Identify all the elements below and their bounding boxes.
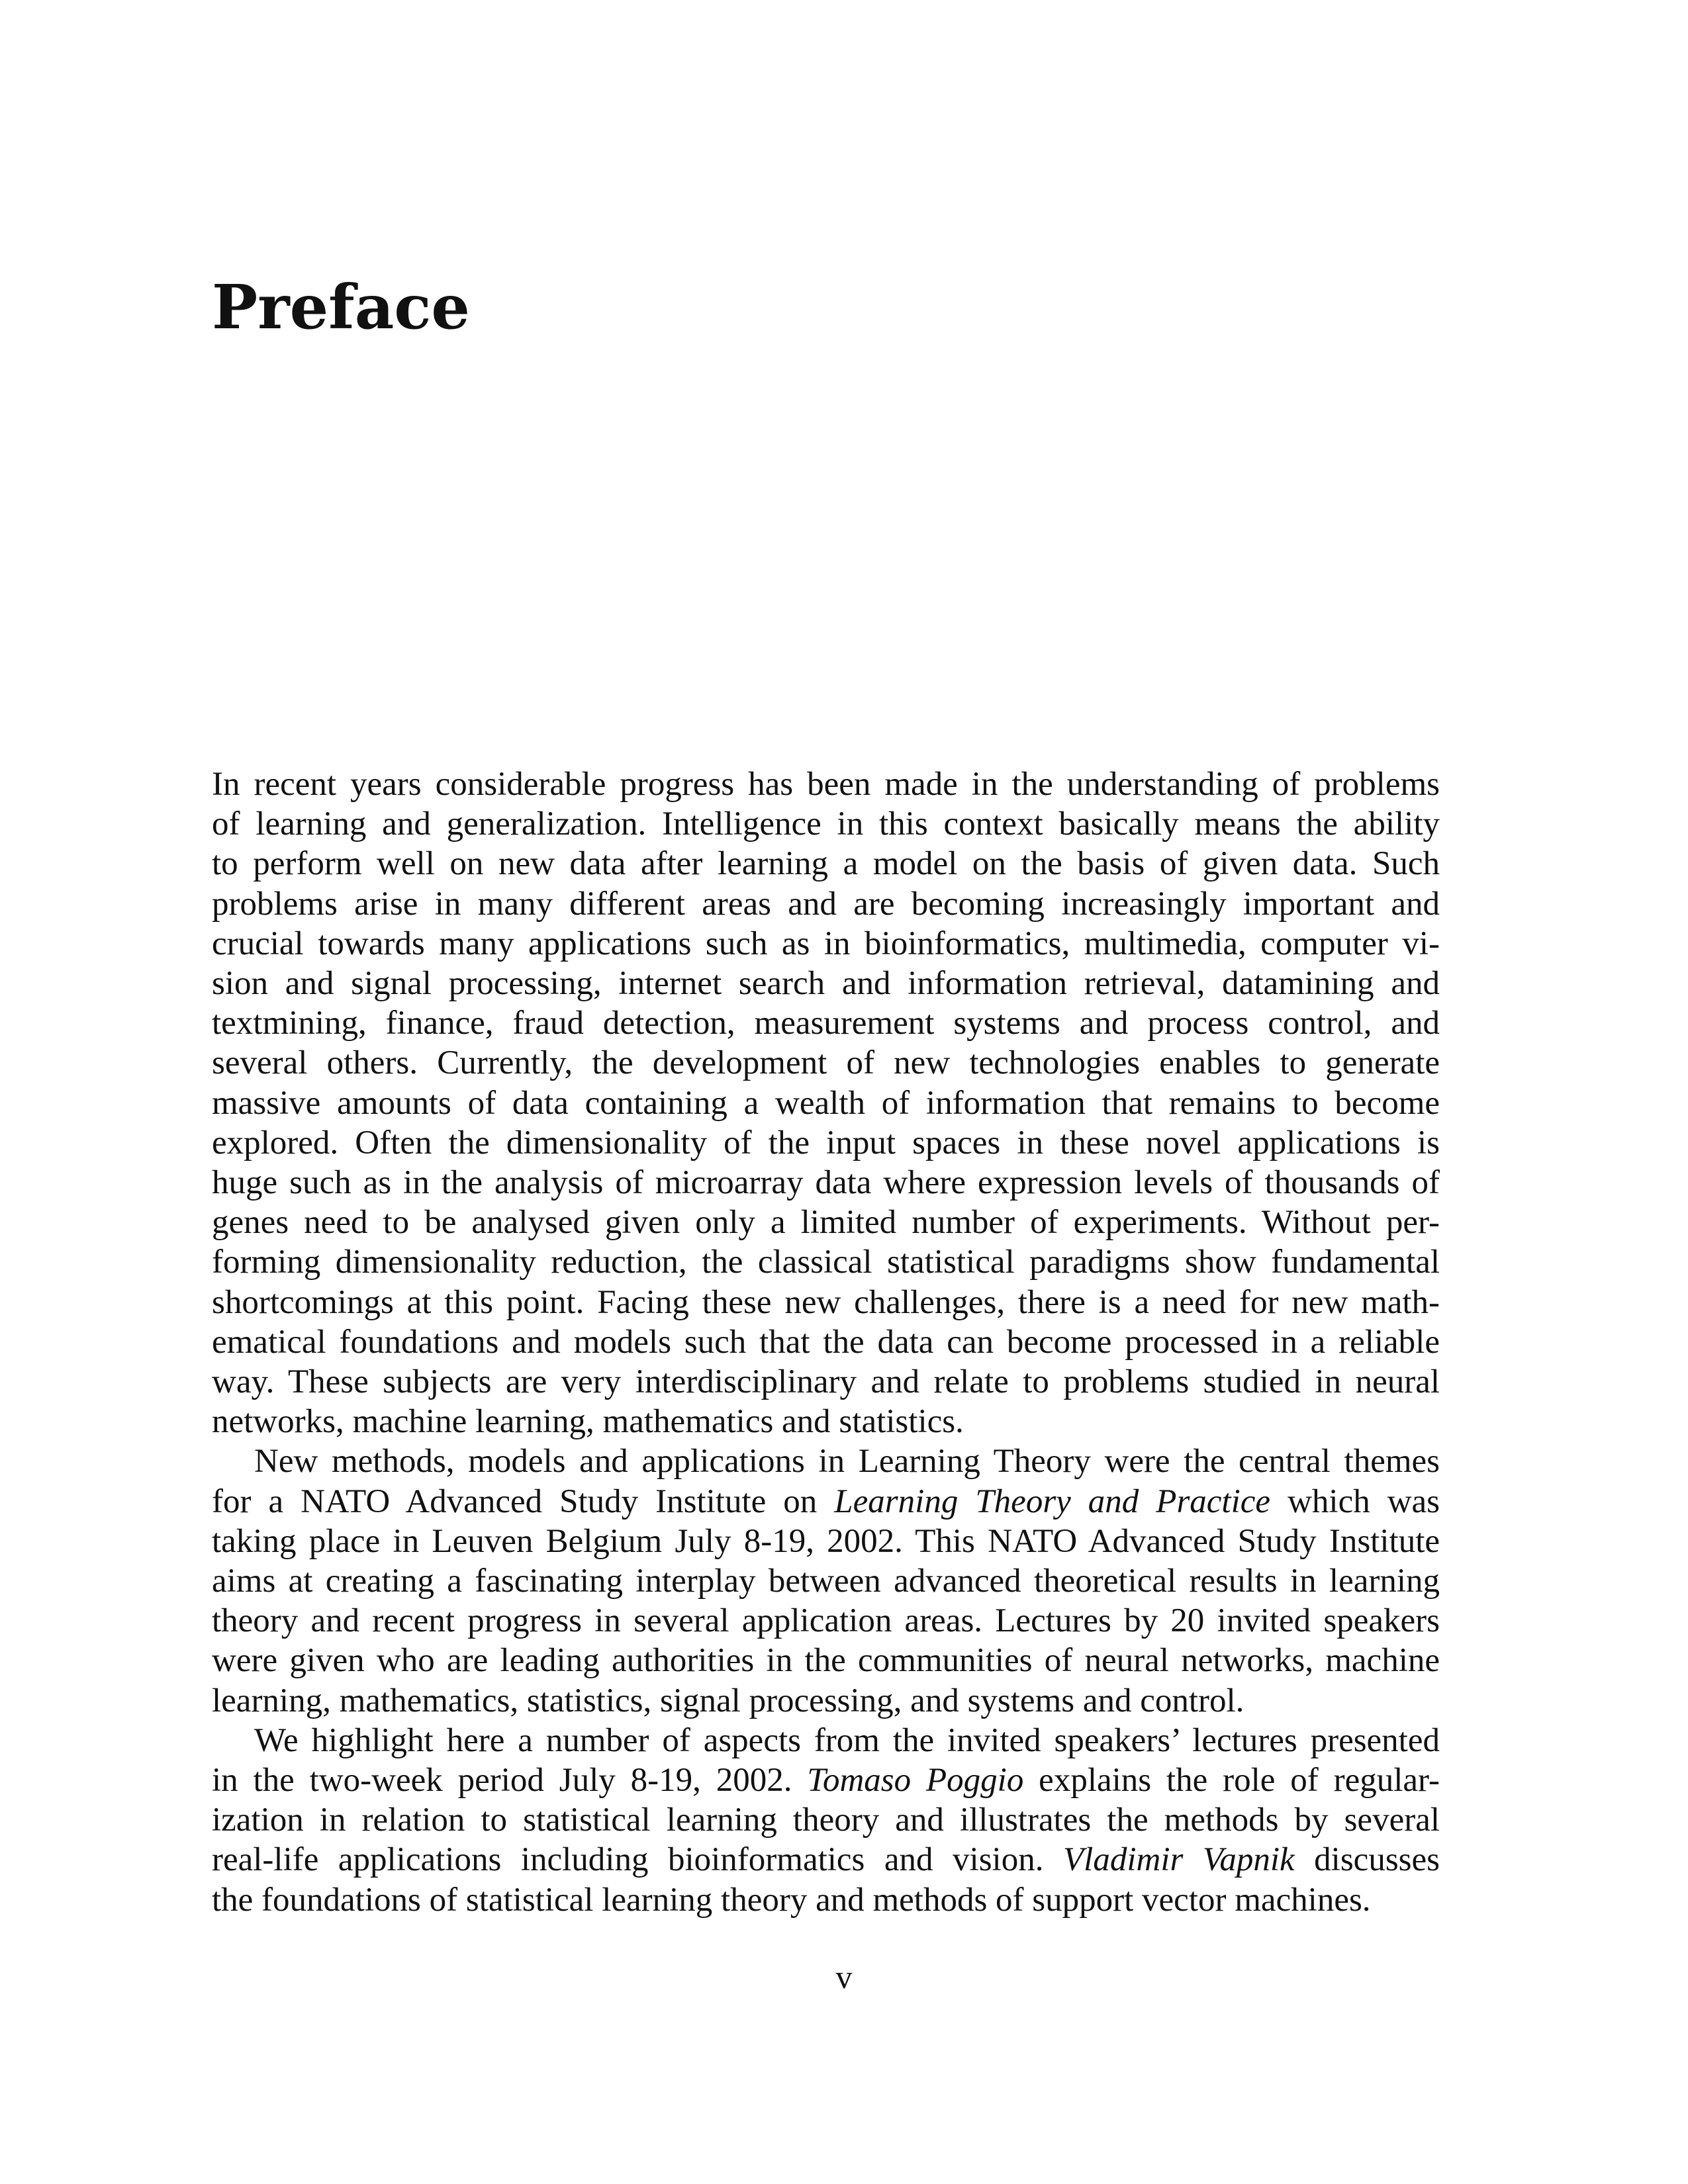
italic-name: Vladimir Vapnik [1063, 1841, 1295, 1879]
text-line: were given who are leading authorities in the communities of neural networks, machine [212, 1642, 1440, 1680]
text-line: genes need to be analysed given only a limited number of experiments. Without per- [212, 1204, 1440, 1242]
text-span: explains the role of regular- [1023, 1762, 1440, 1799]
text-line: theory and recent progress in several application areas. Lectures by 20 invited speakers [212, 1602, 1440, 1640]
text-line: shortcomings at this point. Facing these new challenges, there is a need for new math- [212, 1283, 1440, 1321]
page-number: v [835, 1958, 853, 1995]
text-line: textmining, finance, fraud detection, measurement systems and process control, and [212, 1005, 1440, 1042]
text-line: aims at creating a fascinating interplay between advanced theoretical results in learning [212, 1563, 1440, 1600]
text-line: We highlight here a number of aspects from the invited speakers’ lectures presented [254, 1721, 1440, 1759]
text-line: networks, machine learning, mathematics and statistics. [212, 1403, 964, 1441]
text-span: in the two-week period July 8-19, 2002. [212, 1762, 808, 1799]
preface-body [212, 764, 1440, 1920]
text-line [212, 1760, 1440, 1800]
text-span: for a NATO Advanced Study Institute on [212, 1482, 835, 1520]
paragraph-2 [212, 1441, 1440, 1720]
text-span: real-life applications including bioinformatics and vision. [212, 1841, 1063, 1879]
text-line: explored. Often the dimensionality of the input spaces in these novel applications is [212, 1124, 1440, 1161]
text-line: the foundations of statistical learning theory and methods of support vector machines. [212, 1881, 1371, 1919]
text-line: several others. Currently, the development of new technologies enables to generate [212, 1044, 1440, 1082]
italic-name: Tomaso Poggio [807, 1762, 1024, 1799]
text-line: to perform well on new data after learning a model on the basis of given data. Such [212, 845, 1440, 883]
text-line: In recent years considerable progress has been made in the understanding of problems [212, 766, 1440, 803]
text-line: problems arise in many different areas and are becoming increasingly important and [212, 885, 1440, 923]
text-line: forming dimensionality reduction, the classical statistical paradigms show fundamental [212, 1244, 1440, 1281]
text-line [212, 1840, 1440, 1880]
text-line: ematical foundations and models such that the data can become processed in a reliable [212, 1323, 1440, 1361]
text-line: New methods, models and applications in Learning Theory were the central themes [254, 1443, 1440, 1480]
page-title: Preface [212, 271, 470, 343]
text-line: ization in relation to statistical learning theory and illustrates the methods by several [212, 1801, 1440, 1839]
text-line: way. These subjects are very interdisciplinary and relate to problems studied in neural [212, 1363, 1440, 1401]
paragraph-3 [212, 1721, 1440, 1920]
text-line: crucial towards many applications such as in bioinformatics, multimedia, computer vi- [212, 925, 1440, 962]
text-line: taking place in Leuven Belgium July 8-19, 2002. This NATO Advanced Study Institute [212, 1522, 1440, 1560]
text-span: which was [1270, 1482, 1440, 1520]
text-line [212, 1482, 1440, 1522]
text-line: huge such as in the analysis of microarray data where expression levels of thousands of [212, 1164, 1440, 1202]
text-line: sion and signal processing, internet search and information retrieval, datamining and [212, 965, 1440, 1003]
text-line: of learning and generalization. Intelligence in this context basically means the ability [212, 805, 1440, 843]
italic-name: Learning Theory and Practice [834, 1482, 1271, 1520]
text-span: discusses [1294, 1841, 1440, 1879]
text-line: massive amounts of data containing a wealth of information that remains to become [212, 1084, 1440, 1122]
text-line: learning, mathematics, statistics, signal processing, and systems and control. [212, 1682, 1244, 1719]
paragraph-1 [212, 764, 1440, 1441]
